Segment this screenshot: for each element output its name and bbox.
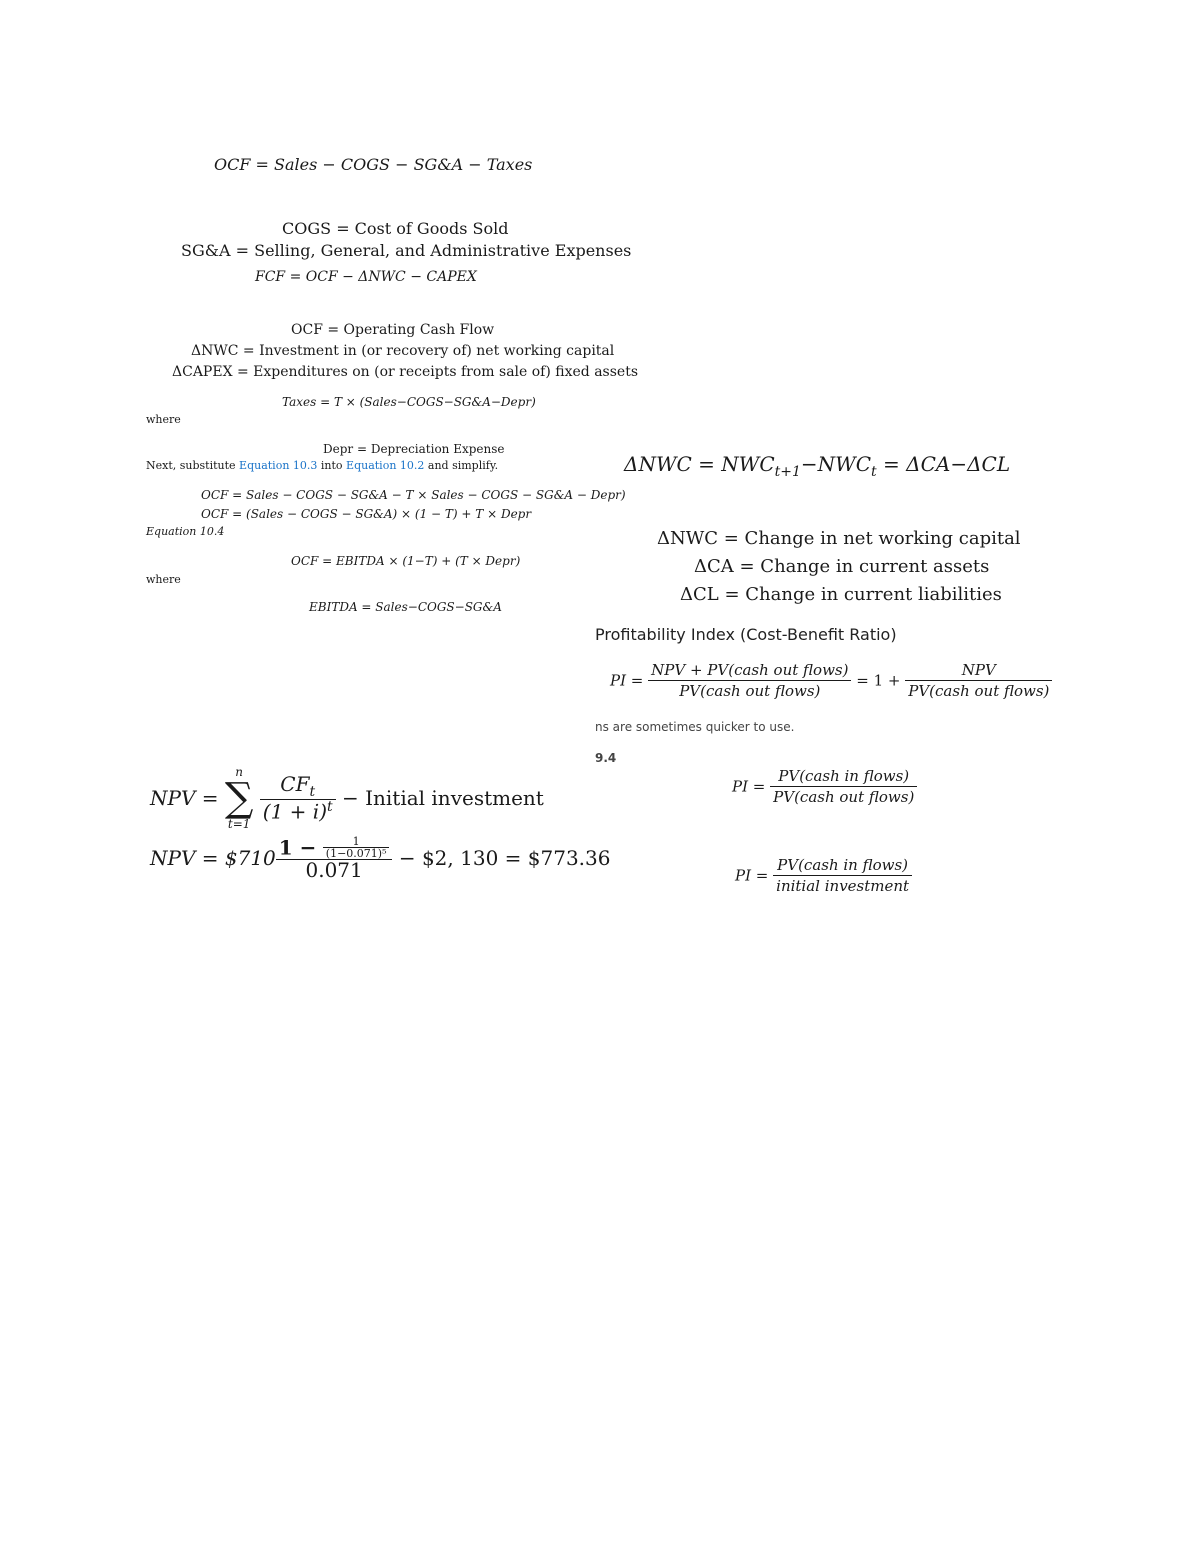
pi-formula-2 bbox=[732, 766, 917, 808]
where-label-2: where bbox=[146, 573, 181, 586]
annuity-fraction bbox=[276, 836, 393, 880]
npv-minus: − bbox=[342, 786, 359, 810]
sigma-symbol: ∑ bbox=[224, 775, 254, 821]
taxes-equation: Taxes = T × (Sales−COGS−SG&A−Depr) bbox=[282, 395, 536, 409]
discount-denominator: (1 + i) bbox=[262, 799, 327, 824]
equation-label: Equation 10.4 bbox=[146, 525, 225, 538]
substitute-text-post: and simplify. bbox=[424, 459, 499, 472]
sum-upper: n bbox=[235, 765, 244, 779]
nwc-eq-mid: −NWC bbox=[800, 452, 872, 476]
pi-formula bbox=[610, 660, 1052, 702]
substitute-text-pre: Next, substitute bbox=[146, 459, 240, 472]
where-label-1: where bbox=[146, 413, 181, 426]
annuity-denominator: 0.071 bbox=[305, 858, 363, 882]
ocf-definition: OCF = Operating Cash Flow bbox=[291, 322, 495, 338]
section-fragment: 9.4 bbox=[595, 751, 617, 765]
equation-10-3-link[interactable]: Equation 10.3 bbox=[239, 459, 318, 472]
nwc-change-def: ΔNWC = Change in net working capital bbox=[657, 528, 1021, 549]
ca-change-def: ΔCA = Change in current assets bbox=[694, 556, 990, 577]
pi-den-1: PV(cash out flows) bbox=[679, 682, 821, 701]
depr-definition: Depr = Depreciation Expense bbox=[323, 442, 505, 456]
pi3-fraction bbox=[773, 855, 912, 897]
fcf-equation: FCF = OCF − ΔNWC − CAPEX bbox=[255, 269, 477, 285]
npv-example-result: − $2, 130 = $773.36 bbox=[398, 846, 611, 870]
pi-formula-3 bbox=[735, 855, 912, 897]
annuity-inner-fraction bbox=[323, 836, 390, 859]
capex-definition: ΔCAPEX = Expenditures on (or receipts from sale of) fixed assets bbox=[172, 364, 639, 380]
initial-investment: Initial investment bbox=[365, 786, 544, 810]
nwc-eq-head: ΔNWC = NWC bbox=[624, 452, 775, 476]
substitute-text-mid: into bbox=[317, 459, 347, 472]
npv-example bbox=[150, 836, 610, 880]
cf-subscript: t bbox=[309, 784, 316, 801]
cf-numerator: CF bbox=[280, 772, 310, 797]
sum-lower: t=1 bbox=[227, 817, 251, 831]
npv-formula bbox=[150, 766, 544, 830]
sga-definition: SG&A = Selling, General, and Administrative Expenses bbox=[181, 241, 632, 260]
ocf-equation: OCF = Sales − COGS − SG&A − Taxes bbox=[214, 155, 533, 174]
npv-example-lhs: NPV = $710 bbox=[150, 846, 276, 870]
pi-fraction-2 bbox=[905, 660, 1052, 702]
nwc-definition: ΔNWC = Investment in (or recovery of) net working capital bbox=[191, 343, 615, 359]
equation-10-2-link[interactable]: Equation 10.2 bbox=[346, 459, 425, 472]
npv-lhs: NPV = bbox=[150, 786, 219, 810]
annuity-inner-den: (1−0.071)⁵ bbox=[325, 847, 387, 860]
pi3-lhs: PI = bbox=[735, 866, 769, 885]
pi3-num: PV(cash in flows) bbox=[773, 855, 912, 876]
annuity-inner-num: 1 bbox=[323, 836, 390, 848]
pi-num-1: NPV + PV(cash out flows) bbox=[648, 660, 851, 681]
pi-title: Profitability Index (Cost-Benefit Ratio) bbox=[595, 625, 897, 644]
nwc-eq-sub2: t bbox=[871, 464, 877, 480]
pi2-lhs: PI = bbox=[732, 777, 766, 796]
cashflow-fraction bbox=[260, 774, 336, 822]
pi3-den: initial investment bbox=[776, 877, 910, 896]
pi-fraction-1 bbox=[648, 660, 851, 702]
pi-mid: = 1 + bbox=[856, 671, 901, 690]
nwc-equation bbox=[624, 452, 1010, 480]
ocf-substitution-2: OCF = (Sales − COGS − SG&A) × (1 − T) + T × Depr bbox=[201, 507, 532, 521]
ebitda-definition: EBITDA = Sales−COGS−SG&A bbox=[309, 600, 502, 614]
cl-change-def: ΔCL = Change in current liabilities bbox=[680, 584, 1002, 605]
pi2-fraction bbox=[770, 766, 917, 808]
pi-den-2: PV(cash out flows) bbox=[908, 682, 1050, 701]
nwc-eq-tail: = ΔCA−ΔCL bbox=[876, 452, 1011, 476]
discount-exponent: t bbox=[327, 799, 333, 816]
ocf-ebitda-equation: OCF = EBITDA × (1−T) + (T × Depr) bbox=[291, 554, 521, 568]
summation bbox=[225, 766, 254, 830]
ocf-substitution-1: OCF = Sales − COGS − SG&A − T × Sales − COGS − SG&A − Depr) bbox=[201, 488, 626, 502]
annuity-num-lead: 1 − bbox=[278, 835, 317, 860]
quicker-note: ns are sometimes quicker to use. bbox=[595, 720, 795, 734]
cogs-definition: COGS = Cost of Goods Sold bbox=[282, 219, 509, 238]
pi-lhs: PI = bbox=[610, 671, 644, 690]
pi2-den: PV(cash out flows) bbox=[773, 788, 915, 807]
pi-num-2: NPV bbox=[905, 660, 1052, 681]
nwc-eq-sub1: t+1 bbox=[774, 464, 801, 480]
substitute-sentence bbox=[146, 459, 498, 472]
pi2-num: PV(cash in flows) bbox=[770, 766, 917, 787]
